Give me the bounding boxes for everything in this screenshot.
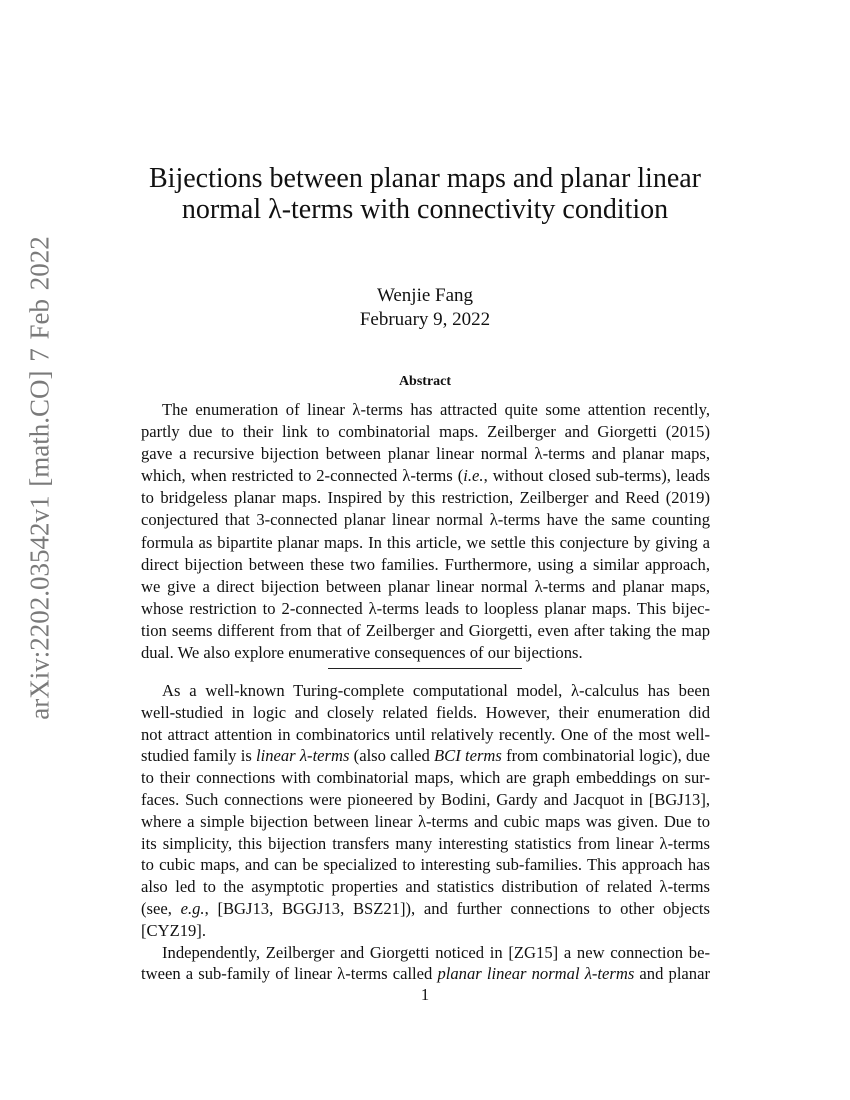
page-number: 1 xyxy=(420,985,430,1004)
text-line xyxy=(141,942,710,964)
text-line xyxy=(141,767,710,789)
text-line xyxy=(141,854,710,876)
text-segment: to cubic maps, and can be specialized to interesting sub-families. This approach has xyxy=(141,855,710,875)
text-segment: we give a direct bijection between planar linear normal λ-terms and planar maps, xyxy=(141,576,710,596)
text-line xyxy=(141,421,710,443)
title-line: normal λ-terms with connectivity condition xyxy=(181,194,669,225)
introduction-text xyxy=(141,680,710,985)
text-segment: partly due to their link to combinatorial maps. Zeilberger and Giorgetti (2015) xyxy=(141,422,710,442)
text-line xyxy=(141,487,710,509)
text-segment: dual. We also explore enumerative consequences of our bijections. xyxy=(141,643,583,663)
text-segment: and planar xyxy=(634,964,710,984)
text-segment: Independently, Zeilberger and Giorgetti noticed in [ZG15] a new connection be- xyxy=(162,942,710,962)
abstract-text xyxy=(141,399,710,664)
text-line xyxy=(141,811,710,833)
text-line xyxy=(141,963,710,985)
arxiv-identifier: arXiv:2202.03542v1 [math.CO] 7 Feb 2022 xyxy=(24,236,55,720)
text-line xyxy=(141,465,710,487)
text-segment: , [BGJ13, BGGJ13, BSZ21]), and further connections to other objects [CYZ19]. xyxy=(141,898,710,940)
text-line xyxy=(141,399,710,421)
text-segment: well-studied in logic and closely related fields. However, their enumeration did xyxy=(141,702,710,722)
text-segment: conjectured that 3-connected planar linear normal λ-terms have the same counting xyxy=(141,510,710,530)
text-segment: gave a recursive bijection between planar linear normal λ-terms and planar maps, xyxy=(141,444,710,464)
text-line xyxy=(141,576,710,598)
author: Wenjie Fang xyxy=(376,285,474,306)
text-segment: whose restriction to 2-connected λ-terms leads to loopless planar maps. This bijec- xyxy=(141,598,710,618)
text-line xyxy=(141,745,710,767)
text-line xyxy=(141,620,710,642)
paper-title xyxy=(0,163,850,225)
text-line xyxy=(141,554,710,576)
text-segment: from combinatorial logic), due xyxy=(501,746,710,766)
text-segment: not attract attention in combinatorics until relatively recently. One of the most well- xyxy=(141,724,710,744)
text-segment: faces. Such connections were pioneered by Bodini, Gardy and Jacquot in [BGJ13], xyxy=(141,789,710,809)
text-line xyxy=(141,833,710,855)
text-segment: also led to the asymptotic properties and statistics distribution of related λ-terms xyxy=(141,877,710,897)
emphasized-text: e.g. xyxy=(180,898,205,918)
text-segment: , without closed sub-terms), leads xyxy=(483,466,710,486)
text-segment: direct bijection between these two families. Furthermore, using a similar approach, xyxy=(141,554,710,574)
date: February 9, 2022 xyxy=(359,309,491,330)
text-line xyxy=(141,509,710,531)
text-line xyxy=(141,598,710,620)
text-line xyxy=(141,724,710,746)
text-segment: which, when restricted to 2-connected λ-terms ( xyxy=(141,466,464,486)
text-line xyxy=(141,443,710,465)
emphasized-text: planar linear normal λ-terms xyxy=(437,964,635,984)
text-segment: studied family is xyxy=(141,746,256,766)
text-segment: where a simple bijection between linear λ-terms and cubic maps was given. Due to xyxy=(141,811,710,831)
text-line xyxy=(141,532,710,554)
text-line xyxy=(141,898,710,942)
text-line xyxy=(141,680,710,702)
text-segment: (see, xyxy=(141,898,181,918)
text-segment: to bridgeless planar maps. Inspired by this restriction, Zeilberger and Reed (2019) xyxy=(141,488,710,508)
text-segment: As a well-known Turing-complete computational model, λ-calculus has been xyxy=(162,681,710,700)
text-segment: tween a sub-family of linear λ-terms called xyxy=(141,964,438,984)
text-segment: formula as bipartite planar maps. In this article, we settle this conjecture by giving a xyxy=(141,532,710,552)
text-segment: The enumeration of linear λ-terms has attracted quite some attention recently, xyxy=(162,400,710,419)
text-segment: its simplicity, this bijection transfers many interesting statistics from linear λ-terms xyxy=(141,833,710,853)
text-line xyxy=(141,642,710,664)
emphasized-text: i.e. xyxy=(463,466,484,486)
emphasized-text: BCI terms xyxy=(434,746,502,766)
text-segment: tion seems different from that of Zeilberger and Giorgetti, even after taking the map xyxy=(141,620,710,640)
abstract-heading: Abstract xyxy=(398,374,452,389)
text-segment: (also called xyxy=(349,746,435,766)
text-line xyxy=(141,702,710,724)
text-line xyxy=(141,789,710,811)
text-line xyxy=(141,876,710,898)
section-divider xyxy=(328,668,522,669)
emphasized-text: linear λ-terms xyxy=(256,746,350,766)
title-line: Bijections between planar maps and planar linear xyxy=(148,163,701,194)
text-segment: to their connections with combinatorial maps, which are graph embeddings on sur- xyxy=(141,768,710,788)
